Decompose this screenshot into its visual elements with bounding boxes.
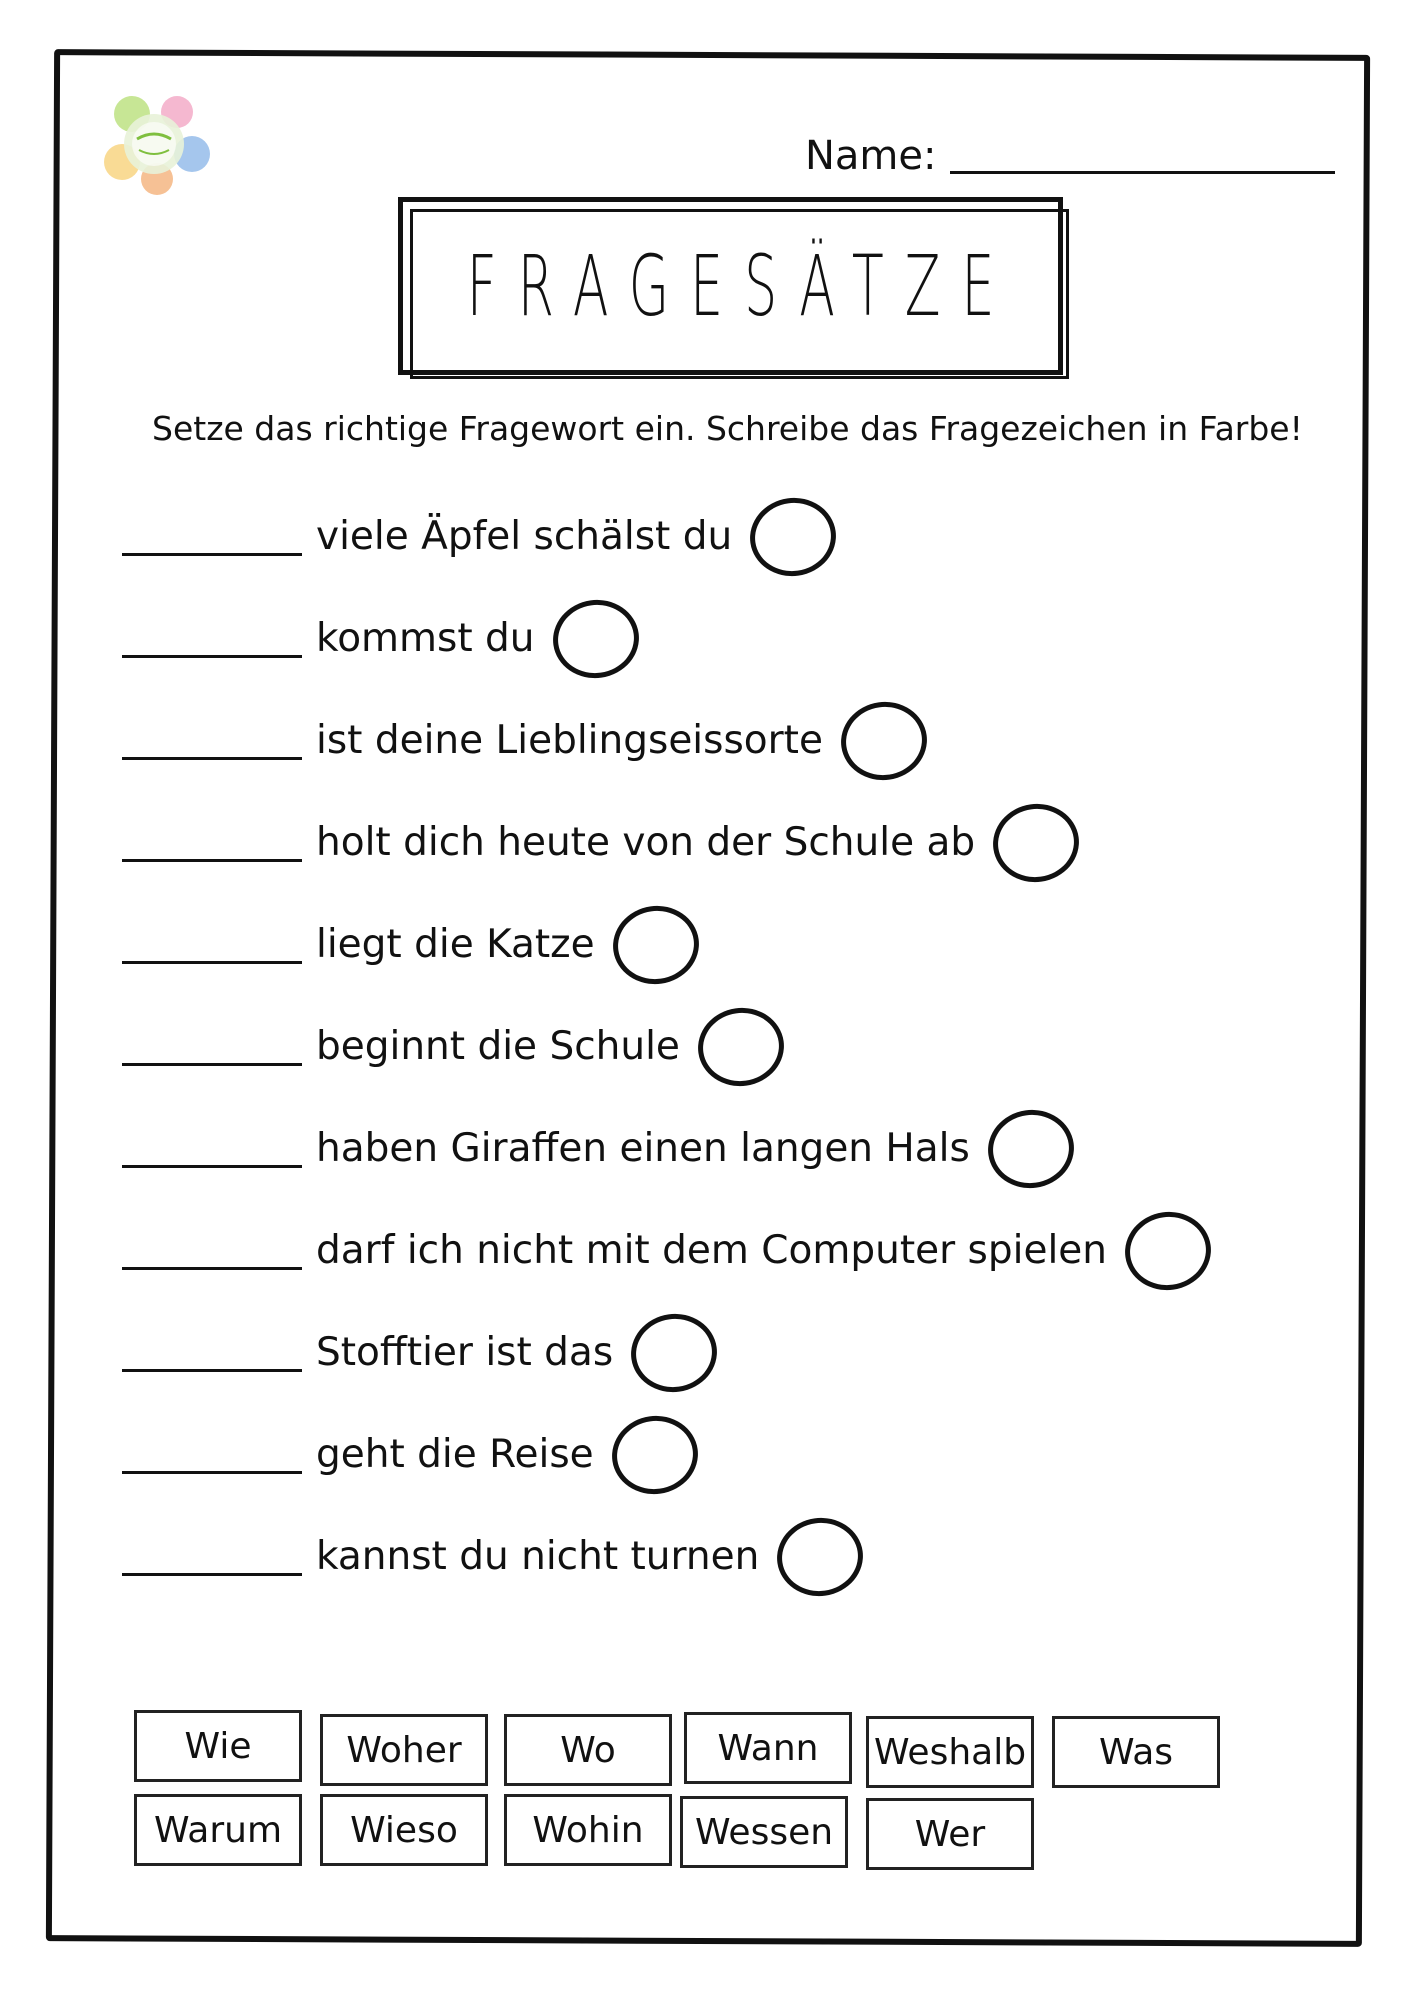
question-text: darf ich nicht mit dem Computer spielen: [316, 1228, 1107, 1273]
word-card[interactable]: Wie: [134, 1710, 302, 1782]
question-row: [122, 798, 1079, 888]
page-title: FRAGESÄTZE: [466, 237, 1016, 335]
question-row: [122, 1308, 717, 1398]
word-card[interactable]: Wo: [504, 1714, 672, 1786]
question-text: kannst du nicht turnen: [316, 1534, 760, 1579]
name-write-line[interactable]: [950, 171, 1335, 174]
question-text: holt dich heute von der Schule ab: [316, 820, 976, 865]
instruction-text: Setze das richtige Fragewort ein. Schreibe das Fragezeichen in Farbe!: [152, 409, 1303, 448]
question-row: [122, 1002, 784, 1092]
question-text: geht die Reise: [316, 1432, 594, 1477]
word-card[interactable]: Wohin: [504, 1794, 672, 1866]
answer-blank[interactable]: [122, 1063, 302, 1066]
answer-blank[interactable]: [122, 1165, 302, 1168]
question-text: beginnt die Schule: [316, 1024, 680, 1069]
answer-blank[interactable]: [122, 1573, 302, 1576]
question-row: [122, 492, 836, 582]
answer-blank[interactable]: [122, 553, 302, 556]
word-card[interactable]: Warum: [134, 1794, 302, 1866]
word-card[interactable]: Wer: [866, 1798, 1034, 1870]
word-card[interactable]: Woher: [320, 1714, 488, 1786]
answer-blank[interactable]: [122, 655, 302, 658]
paint-splash-logo-icon: [92, 84, 217, 209]
answer-blank[interactable]: [122, 961, 302, 964]
question-mark-circle[interactable]: [836, 696, 932, 785]
answer-blank[interactable]: [122, 1369, 302, 1372]
word-card[interactable]: Wessen: [680, 1796, 848, 1868]
question-text: ist deine Lieblingseissorte: [316, 718, 823, 763]
question-row: [122, 1104, 1074, 1194]
word-card[interactable]: Wieso: [320, 1794, 488, 1866]
question-mark-circle[interactable]: [745, 492, 841, 581]
answer-blank[interactable]: [122, 757, 302, 760]
question-row: [122, 1206, 1211, 1296]
answer-blank[interactable]: [122, 859, 302, 862]
question-text: liegt die Katze: [316, 922, 595, 967]
question-mark-circle[interactable]: [608, 900, 704, 989]
answer-blank[interactable]: [122, 1471, 302, 1474]
question-row: [122, 1512, 863, 1602]
question-mark-circle[interactable]: [772, 1512, 868, 1601]
name-field: [805, 134, 1335, 178]
question-mark-circle[interactable]: [1120, 1206, 1216, 1295]
question-mark-circle[interactable]: [983, 1104, 1079, 1193]
word-bank: [134, 1710, 1234, 1890]
question-mark-circle[interactable]: [988, 798, 1084, 887]
answer-blank[interactable]: [122, 1267, 302, 1270]
question-text: Stofftier ist das: [316, 1330, 614, 1375]
title-box: [398, 197, 1063, 375]
question-row: [122, 594, 639, 684]
question-text: kommst du: [316, 616, 535, 661]
question-row: [122, 900, 699, 990]
word-card[interactable]: Wann: [684, 1712, 852, 1784]
question-mark-circle[interactable]: [693, 1002, 789, 1091]
question-row: [122, 696, 927, 786]
question-row: [122, 1410, 698, 1500]
word-card[interactable]: Weshalb: [866, 1716, 1034, 1788]
question-mark-circle[interactable]: [626, 1308, 722, 1397]
question-text: haben Giraffen einen langen Hals: [316, 1126, 970, 1171]
name-label: Name:: [805, 133, 937, 179]
question-mark-circle[interactable]: [607, 1410, 703, 1499]
question-text: viele Äpfel schälst du: [316, 514, 733, 559]
word-card[interactable]: Was: [1052, 1716, 1220, 1788]
question-mark-circle[interactable]: [548, 594, 644, 683]
